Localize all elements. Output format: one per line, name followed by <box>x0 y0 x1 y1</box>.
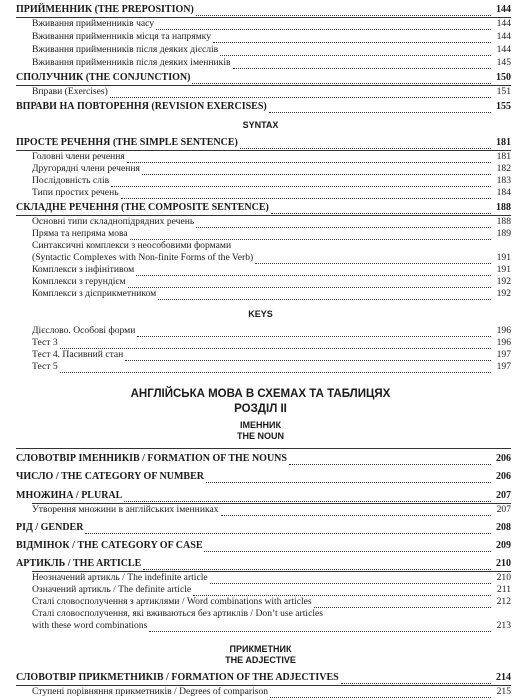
toc-entry <box>32 187 511 199</box>
entry-title: СЛОВОТВІР ПРИКМЕТНИКІВ / FORMATION OF THE ADJECTIVES <box>16 672 339 683</box>
toc-entry <box>16 453 511 465</box>
entry-title: Другорядні члени речення <box>32 163 140 174</box>
page-number: 197 <box>496 349 511 360</box>
section-heading: ПРИКМЕТНИК <box>229 644 292 654</box>
page-number: 213 <box>496 620 511 631</box>
section-heading: THE NOUN <box>237 431 284 441</box>
toc-entry <box>32 228 511 240</box>
toc-entry <box>32 349 511 361</box>
toc-entry <box>32 57 511 69</box>
toc-entry <box>32 584 511 596</box>
toc-entry <box>16 137 511 149</box>
page-number: 212 <box>496 596 511 607</box>
toc-entry <box>16 101 511 113</box>
toc-entry <box>16 202 511 214</box>
page-number: 144 <box>496 4 511 15</box>
entry-title: Пряма та непряма мова <box>32 228 128 239</box>
entry-title: АРТИКЛЬ / THE ARTICLE <box>16 558 142 569</box>
toc-entry <box>32 31 511 43</box>
entry-title: МНОЖИНА / PLURAL <box>16 490 123 501</box>
entry-title: Головні члени речення <box>32 151 125 162</box>
entry-title: with these word combinations <box>32 620 148 631</box>
page-number: 181 <box>496 151 511 162</box>
entry-title: ПРИЙМЕННИК (THE PREPOSITION) <box>16 4 194 15</box>
section-heading: THE ADJECTIVE <box>225 655 296 665</box>
toc-entry <box>32 620 511 632</box>
page-number: 210 <box>496 572 511 583</box>
entry-title: Сталі словосполучення, які вживаються без артиклів / Don’t use articles <box>32 608 323 619</box>
page-number: 214 <box>496 672 511 683</box>
page-number: 192 <box>496 288 511 299</box>
entry-title: Тест 3 <box>32 337 58 348</box>
toc-entry <box>32 216 511 228</box>
entry-title: Неозначений артикль / The indefinite article <box>32 572 208 583</box>
entry-title: Послідовність слів <box>32 175 110 186</box>
entry-title: Утворення множини в англійських іменниках <box>32 504 219 515</box>
page-number: 150 <box>496 72 511 83</box>
page-number: 144 <box>496 18 511 29</box>
page-number: 196 <box>496 325 511 336</box>
entry-title: Комплекси з інфінітивом <box>32 264 135 275</box>
entry-title: Дієслово. Особові форми <box>32 325 136 336</box>
toc-entry <box>32 252 511 264</box>
toc-entry <box>32 572 511 584</box>
page-number: 151 <box>496 86 511 97</box>
entry-title: Синтаксичні комплекси з неособовими формами <box>32 240 232 251</box>
page-number: 183 <box>496 175 511 186</box>
toc-entry <box>32 608 511 620</box>
page-number: 209 <box>496 540 511 551</box>
page-number: 207 <box>496 504 511 515</box>
toc-entry <box>32 504 511 516</box>
entry-title: Основні типи складнопідрядних речень <box>32 216 195 227</box>
page-number: 192 <box>496 276 511 287</box>
entry-title: ВПРАВИ НА ПОВТОРЕННЯ (REVISION EXERCISES) <box>16 101 267 112</box>
entry-title: ПРОСТЕ РЕЧЕННЯ (THE SIMPLE SENTENCE) <box>16 137 238 148</box>
entry-title: Типи простих речень <box>32 187 119 198</box>
page-number: 188 <box>496 216 511 227</box>
page-number: 208 <box>496 522 511 533</box>
entry-title: СПОЛУЧНИК (THE CONJUNCTION) <box>16 72 191 83</box>
entry-title: ВІДМІНОК / THE CATEGORY OF CASE <box>16 540 203 551</box>
toc-entry <box>32 288 511 300</box>
toc-entry <box>16 672 511 684</box>
entry-title: Ступені порівняння прикметників / Degrees of comparison <box>32 686 269 697</box>
entry-title: Тест 4. Пасивний стан <box>32 349 124 360</box>
entry-title: РІД / GENDER <box>16 522 84 533</box>
page-number: 184 <box>496 187 511 198</box>
entry-title: Тест 5 <box>32 361 58 372</box>
page-number: 206 <box>496 471 511 482</box>
page-number: 215 <box>496 686 511 697</box>
page-number: 155 <box>496 101 511 112</box>
page-number: 189 <box>496 228 511 239</box>
page-number: 206 <box>496 453 511 464</box>
toc-entry <box>32 240 511 252</box>
entry-title: Вживання прийменників після деяких іменників <box>32 57 231 68</box>
toc-entry <box>32 264 511 276</box>
entry-title: СКЛАДНЕ РЕЧЕННЯ (THE COMPOSITE SENTENCE) <box>16 202 269 213</box>
entry-title: ЧИСЛО / THE CATEGORY OF NUMBER <box>16 471 204 482</box>
toc-entry <box>32 361 511 373</box>
entry-title: Сталі словосполучення з артиклями / Word combinations with articles <box>32 596 312 607</box>
toc-entry <box>32 86 511 98</box>
page-number: 181 <box>496 137 511 148</box>
section-heading: KEYS <box>248 309 273 319</box>
toc-entry <box>32 325 511 337</box>
chapter-title: РОЗДІЛ II <box>234 403 287 415</box>
section-heading: SYNTAX <box>242 120 279 130</box>
toc-entry <box>32 596 511 608</box>
page-number: 211 <box>496 584 511 595</box>
page-number: 182 <box>496 163 511 174</box>
toc-entry <box>32 44 511 56</box>
toc-entry <box>16 72 511 84</box>
toc-entry <box>16 490 511 502</box>
toc-entry <box>32 337 511 349</box>
toc-entry <box>32 151 511 163</box>
toc-entry <box>32 686 511 698</box>
entry-title: Комплекси з герундієм <box>32 276 126 287</box>
entry-title: Комплекси з дієприкметником <box>32 288 157 299</box>
entry-title: (Syntactic Complexes with Non-finite Forms of the Verb) <box>32 252 254 263</box>
toc-entry <box>16 558 511 570</box>
page-number: 207 <box>496 490 511 501</box>
toc-entry <box>32 18 511 30</box>
page-number: 197 <box>496 361 511 372</box>
page-number: 191 <box>496 264 511 275</box>
page-number: 144 <box>496 31 511 42</box>
toc-entry <box>16 471 511 483</box>
toc-entry <box>16 540 511 552</box>
part-title: АНГЛІЙСЬКА МОВА В СХЕМАХ ТА ТАБЛИЦЯХ <box>130 388 391 400</box>
toc-entry <box>32 175 511 187</box>
entry-title: Вживання прийменників місця та напрямку <box>32 31 211 42</box>
entry-title: Вживання прийменників після деяких дієслів <box>32 44 219 55</box>
page-number: 191 <box>496 252 511 263</box>
page-number: 188 <box>496 202 511 213</box>
entry-title: Вживання прийменників часу <box>32 18 155 29</box>
section-heading: ІМЕННИК <box>240 420 281 430</box>
toc-entry <box>16 522 511 534</box>
toc-entry <box>32 276 511 288</box>
toc-entry <box>32 163 511 175</box>
page-number: 196 <box>496 337 511 348</box>
page-number: 210 <box>496 558 511 569</box>
entry-title: Вправи (Exercises) <box>32 86 108 97</box>
page-number: 144 <box>496 44 511 55</box>
entry-title: Означений артикль / The definite article <box>32 584 192 595</box>
page-number: 145 <box>496 57 511 68</box>
entry-title: СЛОВОТВІР ІМЕННИКІВ / FORMATION OF THE NOUNS <box>16 453 287 464</box>
toc-entry <box>16 4 511 16</box>
